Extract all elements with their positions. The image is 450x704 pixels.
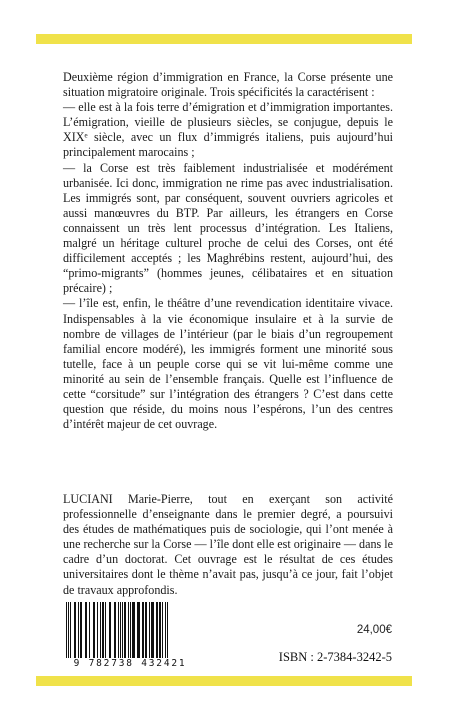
barcode-bar: [118, 602, 119, 658]
point-emigration: — elle est à la fois terre d’émigration et d’immigration importantes. L’émigration, vieille de plusieurs siècles, se conjugue, depuis le XIXᵉ siècle, avec un flux d’immigrés italiens, puis aujourd’hui principalement marocains ;: [63, 100, 393, 160]
barcode-bar: [93, 602, 95, 658]
barcode-bar: [109, 602, 111, 658]
barcode-bar: [78, 602, 79, 658]
barcode-bar: [97, 602, 98, 658]
barcode-bar: [162, 602, 163, 658]
barcode-bar: [120, 602, 121, 658]
barcode-bar: [89, 602, 90, 658]
barcode-bar: [156, 602, 158, 658]
bio-paragraph: LUCIANI Marie-Pierre, tout en exerçant son activité professionnelle d’enseignante dans le premier degré, a poursuivi des études de mathématiques puis de sociologie, qui l’ont menée à une recherche sur la Corse — l’île dont elle est originaire — dans le cadre d’un doctorat. Cet ouvrage est le résultat de ces études universitaires dont le thème n’avait pas, jusqu’à ce jour, fait l’objet de travaux approfondis.: [63, 492, 393, 597]
point-identity: — l’île est, enfin, le théâtre d’une revendication identitaire vivace. Indispensables à la vie économique insulaire et à la survie de nombre de villages de l’intérieur (par le biais d’un regroupement familial encore modéré), les immigrés forment une minorité sous tutelle, face à un peuple corse qui se vit lui-même comme une minorité au sein de l’ensemble français. Quelle est l’influence de cette “corsitude” sur l’intégration des étrangers ? C’est dans cette question que réside, du moins nous l’espérons, l’un des centres d’intérêt majeur de cet ouvrage.: [63, 296, 393, 432]
barcode-bar: [85, 602, 87, 658]
barcode-bar: [142, 602, 144, 658]
barcode-bar: [159, 602, 161, 658]
point-industrialisation: — la Corse est très faiblement industrialisée et modérément urbanisée. Ici donc, immigration ne rime pas avec industrialisation. Les immigrés sont, par conséquent, souvent ouvriers agricoles et aussi manœuvres du BTP. Par ailleurs, les étrangers en Corse connaissent un très lent processus d’intégration. Les Italiens, malgré un héritage culturel proche de celui des Corses, ont été difficilement acceptés ; les Maghrébins restent, aujourd’hui, des “primo-migrants” (hommes jeunes, célibataires et en situation précaire) ;: [63, 160, 393, 296]
barcode-bar: [66, 602, 67, 658]
isbn-label: ISBN : 2-7384-3242-5: [278, 650, 392, 664]
barcode-bar: [167, 602, 168, 658]
barcode-bars: [64, 602, 196, 658]
barcode-bar: [68, 602, 69, 658]
barcode-bar: [128, 602, 129, 658]
barcode-bar: [130, 602, 131, 658]
barcode-image: [64, 602, 196, 658]
price-label: 24,00€: [356, 624, 392, 636]
intro-paragraph: Deuxième région d’immigration en France, la Corse présente une situation migratoire originale. Trois spécificités la caractérisent :: [63, 70, 393, 100]
barcode-number: 9 782738 432421: [73, 658, 187, 669]
barcode-bar: [145, 602, 147, 658]
barcode-bar: [132, 602, 135, 658]
barcode-bar: [114, 602, 116, 658]
barcode-bar: [165, 602, 166, 658]
barcode-bar: [105, 602, 106, 658]
barcode-bar: [74, 602, 76, 658]
barcode-bar: [137, 602, 140, 658]
author-biography: [63, 492, 393, 598]
barcode-bar: [151, 602, 154, 658]
barcode-bar: [70, 602, 71, 658]
barcode-bar: [149, 602, 150, 658]
barcode-bar: [100, 602, 101, 658]
top-yellow-band: [36, 34, 412, 44]
back-cover-summary: [63, 70, 393, 432]
barcode-bar: [124, 602, 126, 658]
barcode-bar: [122, 602, 123, 658]
bottom-yellow-band: [36, 676, 412, 686]
barcode-bar: [80, 602, 82, 658]
barcode-bar: [102, 602, 104, 658]
